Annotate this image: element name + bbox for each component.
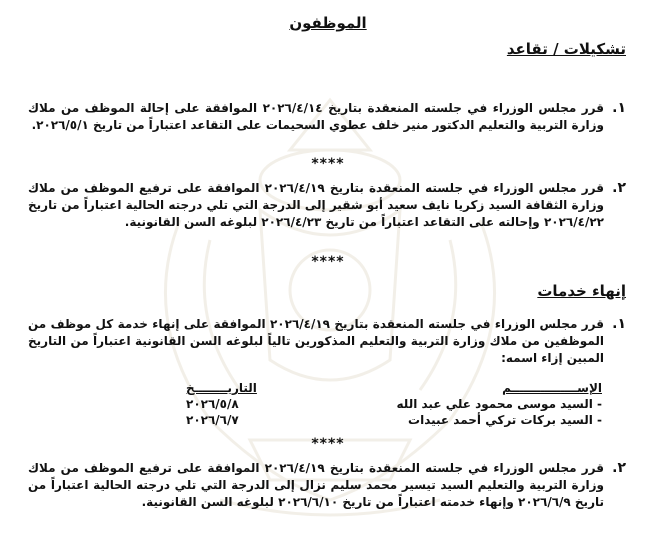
table-row — [184, 412, 604, 428]
item-text: قرر مجلس الوزراء في جلسته المنعقدة بتاريخ ٢٠٢٦/٤/١٤ الموافقة على إحالة الموظف من ملاك وزارة التربية والتعليم الدكتور منير خلف عطوي السحيمات على التقاعد اعتباراً من تاريخ ٢٠٢٦/٥/١. — [28, 101, 604, 132]
list-item — [28, 180, 626, 231]
page-title: الموظفون — [289, 14, 367, 32]
date-column-header: التاريــــــــخ — [186, 381, 257, 395]
item-text: قرر مجلس الوزراء في جلسته المنعقدة بتاريخ ٢٠٢٦/٤/١٩ الموافقة على ترفيع الموظف من ملاك وزارة الثقافة السيد زكريا نايف سعيد أبو شقير إلى الدرجة التي تلي درجته الحالية اعتباراً من تاريخ ٢٠٢٦/٤/٢٢ وإحالته على التقاعد اعتباراً من تاريخ ٢٠٢٦/٤/٢٣ لبلوغه السن القانونية. — [28, 181, 604, 229]
table-header-row — [184, 380, 604, 396]
section-heading-retirement: تشكيلات / تقاعد — [506, 40, 626, 58]
item-number: ١. — [612, 100, 626, 116]
item-number: ٢. — [612, 180, 626, 196]
item-number: ٢. — [612, 460, 626, 476]
list-item — [28, 316, 626, 367]
separator-stars: **** — [311, 254, 345, 270]
list-item — [28, 460, 626, 511]
employee-date: ٢٠٢٦/٦/٧ — [186, 413, 239, 427]
section-heading-termination: إنهاء خدمات — [537, 282, 626, 300]
name-column-header: الإســــــــــــــــم — [502, 381, 602, 395]
table-row — [184, 396, 604, 412]
employee-name: - السيد بركات تركي أحمد عبيدات — [408, 413, 602, 427]
separator-stars: **** — [311, 156, 345, 172]
employee-date: ٢٠٢٦/٥/٨ — [186, 397, 239, 411]
item-number: ١. — [612, 316, 626, 332]
employees-table — [184, 380, 604, 428]
list-item — [28, 100, 626, 134]
separator-stars: **** — [311, 436, 345, 452]
employee-name: - السيد موسى محمود علي عبد الله — [396, 397, 602, 411]
item-text: قرر مجلس الوزراء في جلسته المنعقدة بتاريخ ٢٠٢٦/٤/١٩ الموافقة على إنهاء خدمة كل موظف من الموظفين من ملاك وزارة التربية والتعليم المذكورين تالياً لبلوغه السن القانونية اعتباراً من التاريخ المبين إزاء اسمه: — [28, 317, 604, 365]
item-text: قرر مجلس الوزراء في جلسته المنعقدة بتاريخ ٢٠٢٦/٤/١٩ الموافقة على ترفيع الموظف من ملاك وزارة التربية والتعليم السيد تيسير محمد سليم نزال إلى الدرجة التي تلي درجته الحالية اعتباراً من تاريخ ٢٠٢٦/٦/٩ وإنهاء خدمته اعتباراً من تاريخ ٢٠٢٦/٦/١٠ لبلوغه السن القانونية. — [28, 461, 604, 509]
